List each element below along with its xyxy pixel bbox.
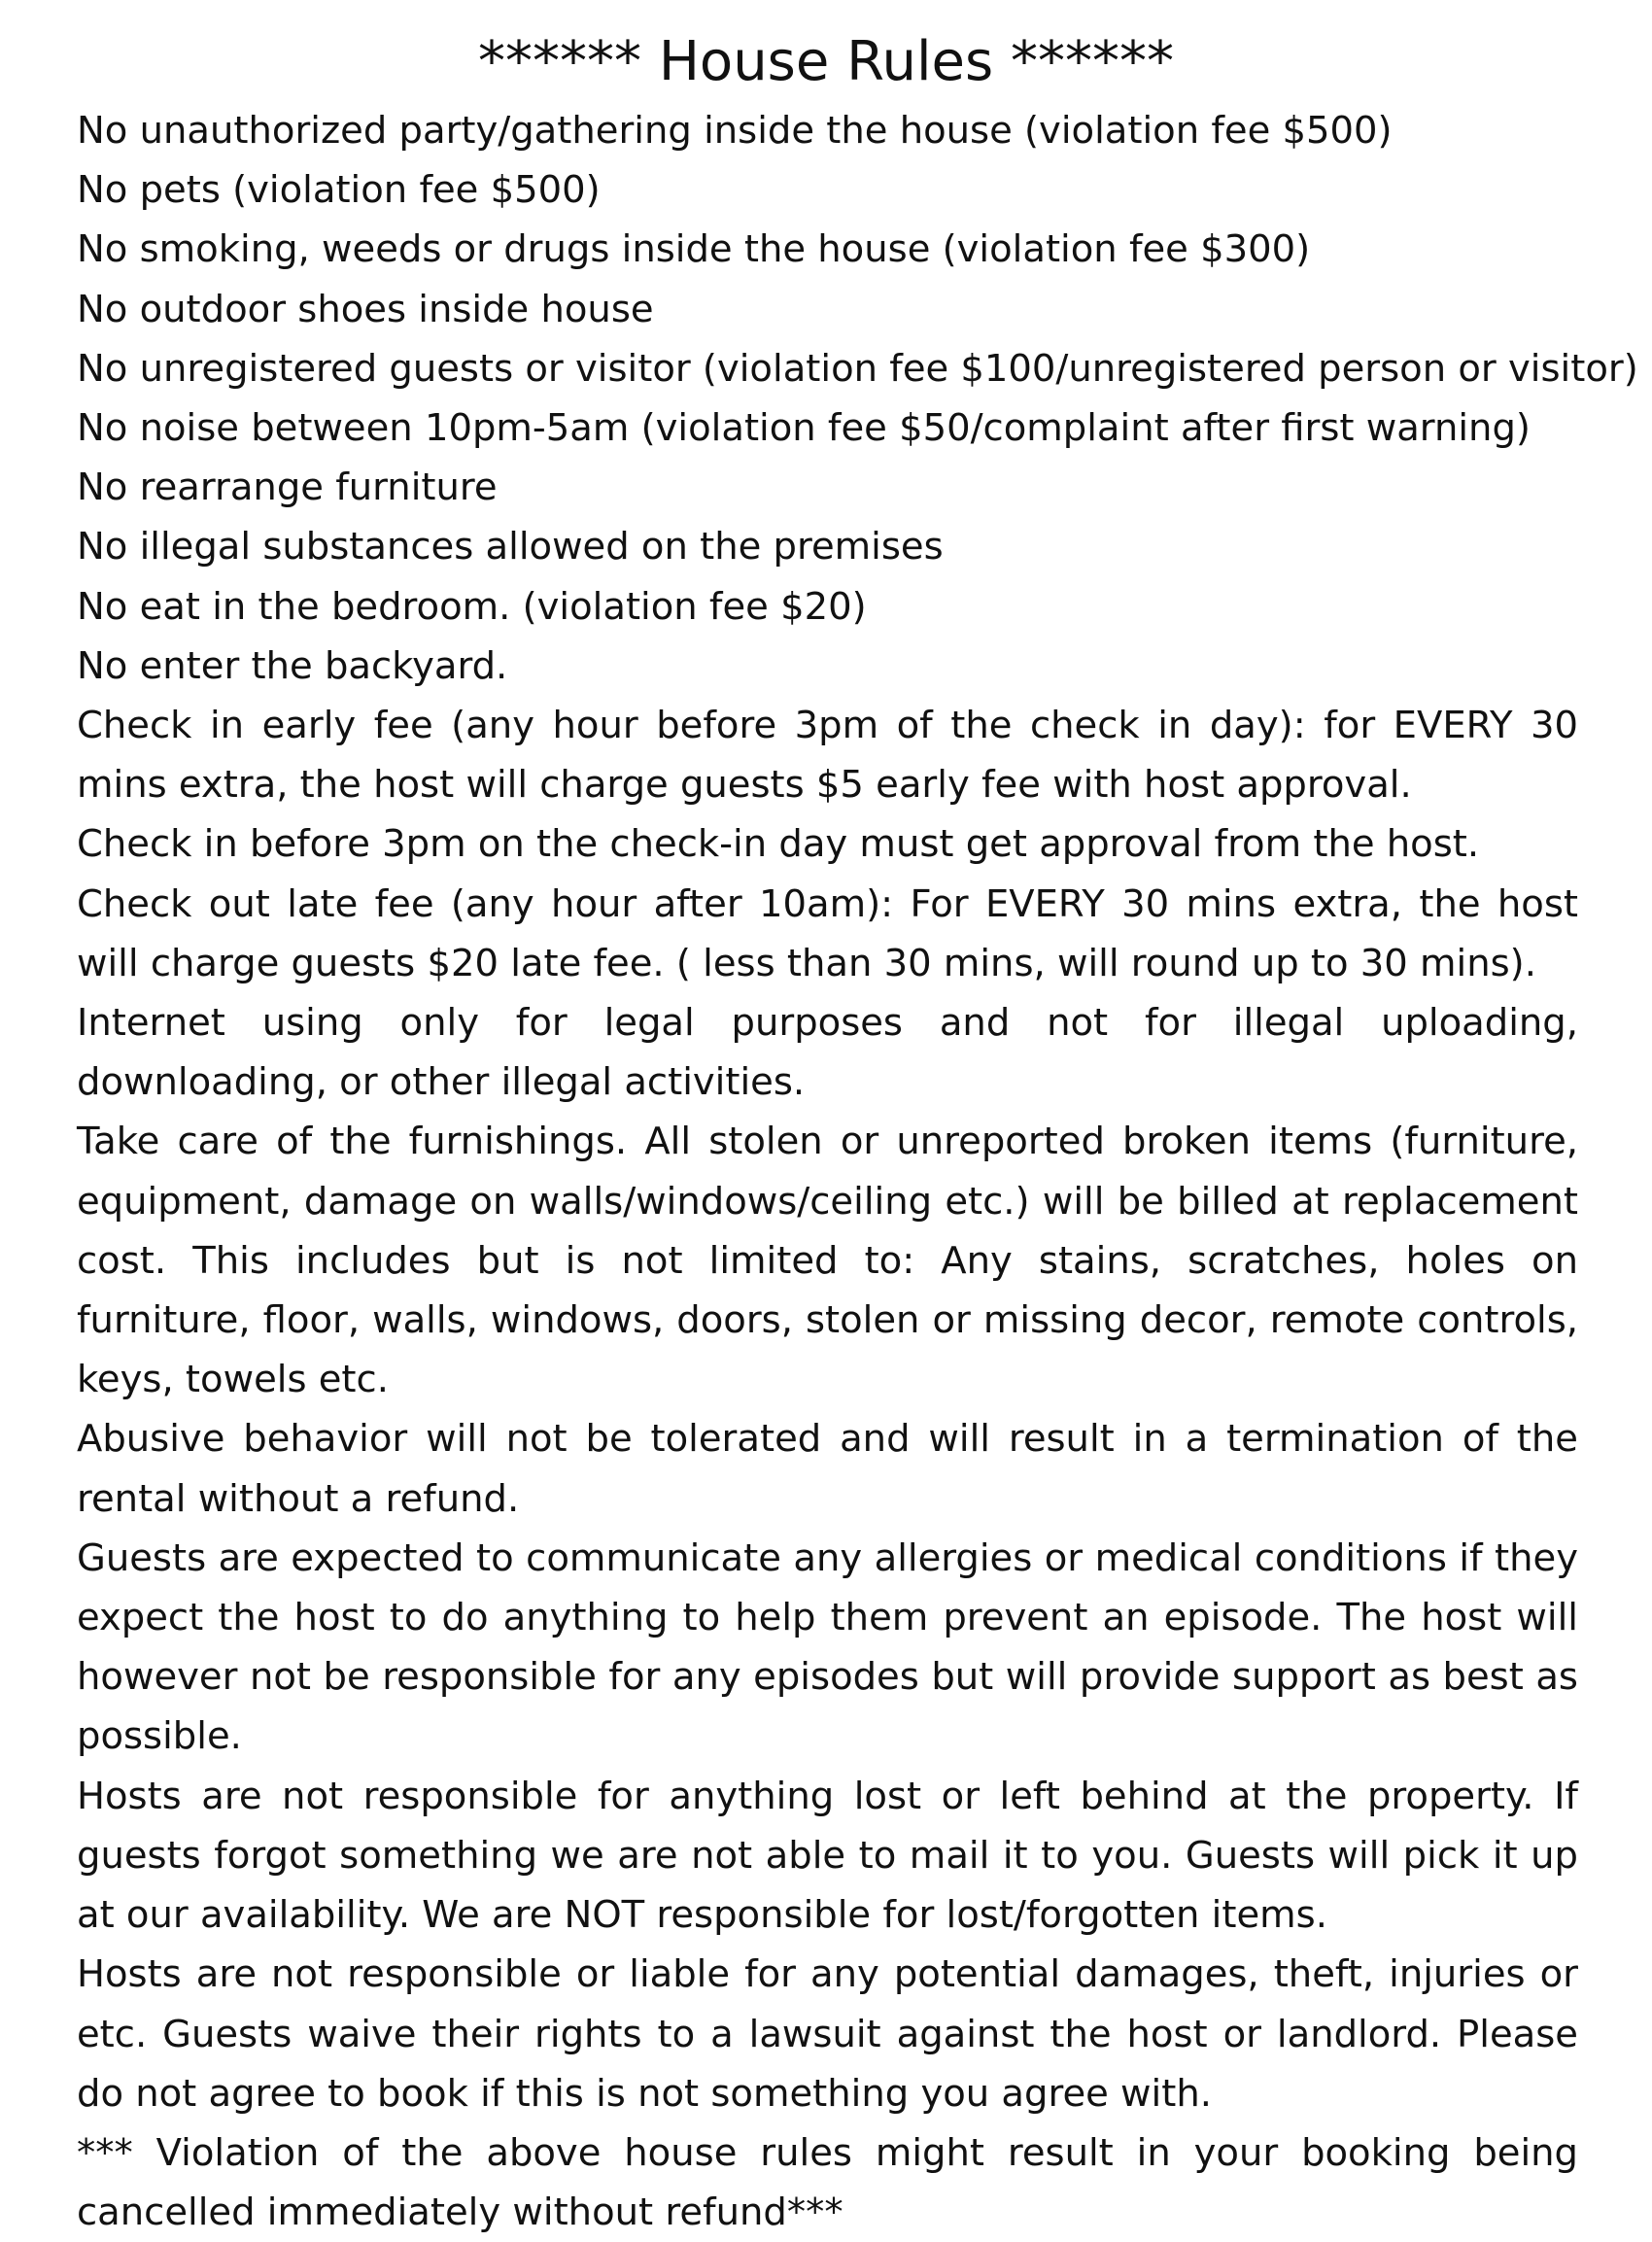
rule-abusive-behavior: Abusive behavior will not be tolerated and will result in a termination of the rental without a refund. xyxy=(77,1417,1578,1521)
rule-no-backyard: No enter the backyard. xyxy=(77,643,508,688)
rule-liability: Hosts are not responsible or liable for any potential damages, theft, injuries or etc. Guests waive their rights to a lawsuit against the host or landlord. Please do not agree to book if this is not something you agree with. xyxy=(77,1952,1578,2116)
rule-no-parties: No unauthorized party/gathering inside the house (violation fee $500) xyxy=(77,109,1393,153)
rule-no-smoking: No smoking, weeds or drugs inside the house (violation fee $300) xyxy=(77,227,1311,272)
rule-early-checkin-approval: Check in before 3pm on the check-in day must get approval from the host. xyxy=(77,822,1480,867)
rule-no-noise: No noise between 10pm-5am (violation fee $50/complaint after first warning) xyxy=(77,406,1531,451)
rule-allergies: Guests are expected to communicate any allergies or medical conditions if they expect the host to do anything to help them prevent an episode. The host will however not be responsible for any episodes but will provide support as best as possible. xyxy=(77,1535,1578,1759)
page-title: ****** House Rules ****** xyxy=(478,30,1174,93)
rule-violation-notice: *** Violation of the above house rules might result in your booking being cancelled immediately without refund*** xyxy=(77,2130,1578,2235)
rule-lost-items: Hosts are not responsible for anything lost or left behind at the property. If guests forgot something we are not able to mail it to you. Guests will pick it up at our availability. We are NOT responsible for lost/forgotten items. xyxy=(77,1774,1578,1938)
rule-no-pets: No pets (violation fee $500) xyxy=(77,168,601,213)
rule-no-unregistered-guests: No unregistered guests or visitor (violation fee $100/unregistered person or visitor) xyxy=(77,346,1638,391)
rules-list xyxy=(77,101,1638,2242)
rule-no-outdoor-shoes: No outdoor shoes inside house xyxy=(77,287,654,331)
rule-no-eating-bedroom: No eat in the bedroom. (violation fee $20) xyxy=(77,584,867,629)
rule-no-illegal-substances: No illegal substances allowed on the premises xyxy=(77,525,944,569)
rule-late-checkout-fee: Check out late fee (any hour after 10am): For EVERY 30 mins extra, the host will charge guests $20 late fee. ( less than 30 mins, will round up to 30 mins). xyxy=(77,881,1578,985)
rule-internet-use: Internet using only for legal purposes and not for illegal uploading, downloading, or other illegal activities. xyxy=(77,1001,1578,1105)
rule-early-checkin-fee: Check in early fee (any hour before 3pm of the check in day): for EVERY 30 mins extra, the host will charge guests $5 early fee with host approval. xyxy=(77,704,1578,808)
rule-furnishings-care: Take care of the furnishings. All stolen or unreported broken items (furniture, equipment, damage on walls/windows/ceiling etc.) will be billed at replacement cost. This includes but is not limited to: Any stains, scratches, holes on furniture, floor, walls, windows, doors, stolen or missing decor, remote controls, keys, towels etc. xyxy=(77,1120,1578,1402)
rule-no-rearrange-furniture: No rearrange furniture xyxy=(77,466,498,510)
